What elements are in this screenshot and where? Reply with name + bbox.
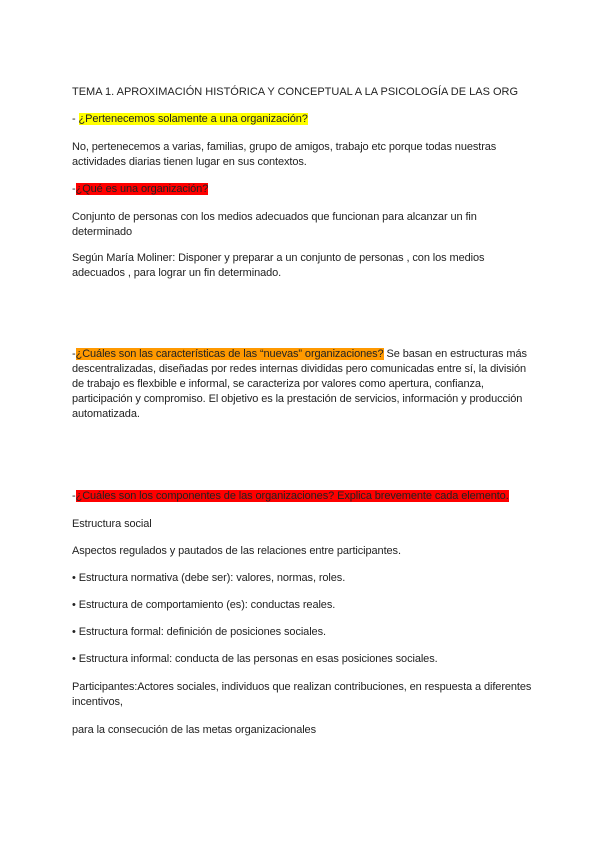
question-3-prefix: - [72,348,76,360]
answer-2: Conjunto de personas con los medios adecuados que funcionan para alcanzar un fin determinado [72,211,477,238]
page-title: TEMA 1. APROXIMACIÓN HISTÓRICA Y CONCEPTUAL A LA PSICOLOGÍA DE LAS ORG [72,86,519,98]
bullet-item: • Estructura normativa (debe ser): valores, normas, roles. [72,572,346,584]
question-1 [72,112,532,127]
question-3 [72,347,532,422]
question-4-prefix: - [72,490,76,502]
question-4-text: ¿Cuáles son los componentes de las organizaciones? Explica brevemente cada elemento. [75,490,509,502]
participantes-continuation: para la consecución de las metas organizacionales [72,724,316,736]
estructura-social-description: Aspectos regulados y pautados de las relaciones entre participantes. [72,545,401,557]
question-2-prefix: - [72,183,76,195]
participantes-paragraph: Participantes:Actores sociales, individuos que realizan contribuciones, en respuesta a diferentes incentivos, [72,681,532,708]
answer-1: No, pertenecemos a varias, familias, grupo de amigos, trabajo etc porque todas nuestras actividades diarias tienen lugar en sus contextos. [72,141,497,168]
question-4 [72,489,532,504]
question-3-text: ¿Cuáles son las características de las “nuevas” organizaciones? [75,348,384,360]
question-2 [72,182,532,197]
question-1-text: ¿Pertenecemos solamente a una organización? [78,113,308,125]
answer-3: Se basan en estructuras más descentralizadas, diseñadas por redes internas divididas pero comunicadas entre sí, la división de trabajo es flexbible e informal, se caracteriza por valores como apertura, confianza, participación y compromiso. El objetivo es la prestación de servicios, información y producción automatizada. [72,348,527,420]
question-1-prefix: - [72,113,79,125]
bullet-item: • Estructura informal: conducta de las personas en esas posiciones sociales. [72,653,438,665]
bullet-item: • Estructura de comportamiento (es): conductas reales. [72,599,336,611]
answer-2-moliner: Según María Moliner: Disponer y preparar a un conjunto de personas , con los medios adecuados , para lograr un fin determinado. [72,252,485,279]
bullet-item: • Estructura formal: definición de posiciones sociales. [72,626,326,638]
question-2-text: ¿Qué es una organización? [75,183,209,195]
section-heading-estructura-social: Estructura social [72,518,152,530]
